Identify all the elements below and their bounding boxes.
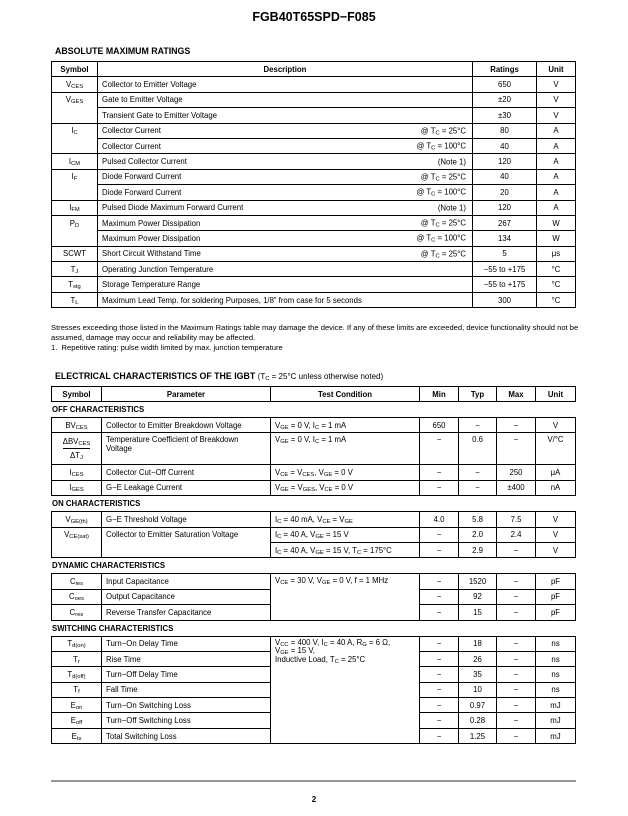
symbol-cell: $\frac{\Delta BV_{CES}}{\Delta T_J}$ <box>52 433 102 465</box>
symbol-cell: $T_{stg}$ <box>52 277 98 292</box>
table-row <box>52 215 576 230</box>
table-row <box>52 92 576 107</box>
table-row <box>52 433 576 465</box>
table-row <box>52 465 576 480</box>
description-text: Pulsed Collector Current <box>102 157 187 167</box>
symbol-cell: $C_{oes}$ <box>52 589 102 604</box>
table-row <box>52 292 576 307</box>
header-test-condition: Test Condition <box>271 387 420 402</box>
table-row <box>52 200 576 215</box>
description-cell <box>98 123 473 138</box>
symbol-cell: $I_C$ <box>52 123 98 138</box>
max-cell: − <box>497 728 536 743</box>
document-title: FGB40T65SPD−F085 <box>252 10 376 24</box>
min-cell: 4.0 <box>420 512 459 527</box>
parameter-cell: Turn−Off Switching Loss <box>102 713 271 728</box>
parameter-cell: Reverse Transfer Capacitance <box>102 605 271 620</box>
description-text: Maximum Power Dissipation <box>102 218 201 228</box>
min-cell: − <box>420 636 459 651</box>
symbol-cell: $I_{FM}$ <box>52 200 98 215</box>
header-ratings: Ratings <box>473 62 537 77</box>
symbol-cell <box>52 108 98 123</box>
symbol-cell: $C_{res}$ <box>52 605 102 620</box>
max-cell: − <box>497 418 536 433</box>
typ-cell: 35 <box>459 667 497 682</box>
min-cell: 650 <box>420 418 459 433</box>
header-parameter: Parameter <box>102 387 271 402</box>
min-cell: − <box>420 574 459 589</box>
header-min: Min <box>420 387 459 402</box>
rating-cell: 40 <box>473 169 537 184</box>
unit-cell: A <box>537 138 576 153</box>
unit-cell: pF <box>536 574 576 589</box>
unit-cell: °C <box>537 262 576 277</box>
condition-text: @ $T_C = 25^\circ C$ <box>420 126 466 137</box>
description-text: Diode Forward Current <box>102 172 182 182</box>
parameter-cell: Turn−On Switching Loss <box>102 698 271 713</box>
min-cell: − <box>420 728 459 743</box>
max-cell: − <box>497 651 536 666</box>
typ-cell: 0.28 <box>459 713 497 728</box>
rating-cell: 650 <box>473 77 537 92</box>
rating-cell: 40 <box>473 138 537 153</box>
description-cell <box>98 246 473 261</box>
description-text: Pulsed Diode Maximum Forward Current <box>102 203 244 213</box>
symbol-cell: $T_{d(on)}$ <box>52 636 102 651</box>
rating-cell: 20 <box>473 185 537 200</box>
table-row <box>52 138 576 153</box>
electrical-characteristics-table <box>51 386 576 744</box>
unit-cell: V <box>537 108 576 123</box>
condition-cell: $I_C = 40$ A, $V_{GE} = 15$ V <box>271 527 420 542</box>
description-text: Short Circuit Withstand Time <box>102 249 201 259</box>
abs-max-table <box>51 61 576 308</box>
rating-cell: −55 to +175 <box>473 277 537 292</box>
symbol-cell: $P_D$ <box>52 215 98 230</box>
max-cell: − <box>497 636 536 651</box>
description-cell: Gate to Emitter Voltage <box>98 92 473 107</box>
unit-cell: V <box>537 92 576 107</box>
unit-cell: ns <box>536 667 576 682</box>
table-row <box>52 512 576 527</box>
description-cell <box>98 138 473 153</box>
description-cell: Operating Junction Temperature <box>98 262 473 277</box>
unit-cell: A <box>537 185 576 200</box>
unit-cell: pF <box>536 589 576 604</box>
rating-cell: ±30 <box>473 108 537 123</box>
symbol-cell <box>52 138 98 153</box>
unit-cell: pF <box>536 605 576 620</box>
min-cell: − <box>420 480 459 495</box>
min-cell: − <box>420 589 459 604</box>
symbol-cell: $T_L$ <box>52 292 98 307</box>
min-cell: − <box>420 713 459 728</box>
parameter-cell: Input Capacitance <box>102 574 271 589</box>
condition-text: @ $T_C = 100^\circ C$ <box>416 141 466 152</box>
symbol-cell: $V_{GE(th)}$ <box>52 512 102 527</box>
unit-cell: mJ <box>536 713 576 728</box>
symbol-cell: $E_{off}$ <box>52 713 102 728</box>
symbol-cell: $E_{ts}$ <box>52 728 102 743</box>
switching-characteristics-heading: SWITCHING CHARACTERISTICS <box>52 620 576 636</box>
rating-cell: 120 <box>473 154 537 169</box>
min-cell: − <box>420 542 459 557</box>
symbol-cell: SCWT <box>52 246 98 261</box>
table-row <box>52 231 576 246</box>
typ-cell: 1520 <box>459 574 497 589</box>
parameter-cell: Collector to Emitter Breakdown Voltage <box>102 418 271 433</box>
unit-cell: mJ <box>536 728 576 743</box>
description-cell <box>98 231 473 246</box>
condition-cell: $V_{CE} = V_{CES}$, $V_{GE} = 0$ V <box>271 465 420 480</box>
typ-cell: 26 <box>459 651 497 666</box>
condition-cell: $I_C = 40$ A, $V_{GE} = 15$ V, $T_C = 175^\circ C$ <box>271 542 420 557</box>
unit-cell: A <box>537 123 576 138</box>
max-cell: − <box>497 698 536 713</box>
description-cell: Maximum Lead Temp. for soldering Purposes, 1/8” from case for 5 seconds <box>98 292 473 307</box>
typ-cell: 92 <box>459 589 497 604</box>
symbol-cell: $BV_{CES}$ <box>52 418 102 433</box>
rating-cell: 300 <box>473 292 537 307</box>
symbol-cell: $E_{on}$ <box>52 698 102 713</box>
condition-text: (Note 1) <box>437 157 466 167</box>
symbol-cell: $T_{d(off)}$ <box>52 667 102 682</box>
off-characteristics-heading: OFF CHARACTERISTICS <box>52 402 576 418</box>
condition-cell: $V_{CE} = 30$ V, $V_{GE} = 0$ V, f = 1 MHz <box>271 574 420 620</box>
typ-cell: 2.9 <box>459 542 497 557</box>
unit-cell: °C <box>537 292 576 307</box>
symbol-cell: $I_{CES}$ <box>52 465 102 480</box>
typ-cell: − <box>459 465 497 480</box>
table-row <box>52 418 576 433</box>
max-cell: − <box>497 574 536 589</box>
symbol-cell: $V_{CES}$ <box>52 77 98 92</box>
typ-cell: 10 <box>459 682 497 697</box>
table-row <box>52 480 576 495</box>
typ-cell: 5.8 <box>459 512 497 527</box>
condition-text: @ $T_C = 25^\circ C$ <box>420 172 466 183</box>
typ-cell: 18 <box>459 636 497 651</box>
parameter-cell: Fall Time <box>102 682 271 697</box>
rating-cell: −55 to +175 <box>473 262 537 277</box>
footer-divider <box>51 780 576 782</box>
min-cell: − <box>420 667 459 682</box>
abs-max-section-title: ABSOLUTE MAXIMUM RATINGS <box>55 46 191 56</box>
ratings-notes <box>51 323 581 353</box>
parameter-cell: Turn−On Delay Time <box>102 636 271 651</box>
condition-text: @ $T_C = 100^\circ C$ <box>416 187 466 198</box>
max-cell: − <box>497 433 536 465</box>
symbol-cell: $I_{CM}$ <box>52 154 98 169</box>
unit-cell: mJ <box>536 698 576 713</box>
description-text: Maximum Power Dissipation <box>102 233 201 243</box>
max-cell: 7.5 <box>497 512 536 527</box>
unit-cell: nA <box>536 480 576 495</box>
parameter-cell: Rise Time <box>102 651 271 666</box>
description-cell: Storage Temperature Range <box>98 277 473 292</box>
unit-cell: ns <box>536 651 576 666</box>
table-row <box>52 527 576 542</box>
symbol-cell: $T_f$ <box>52 682 102 697</box>
header-symbol: Symbol <box>52 62 98 77</box>
typ-cell: 0.6 <box>459 433 497 465</box>
condition-text: @ $T_C = 25^\circ C$ <box>420 218 466 229</box>
condition-cell: $V_{GE} = 0$ V, $I_C = 1$ mA <box>271 418 420 433</box>
max-cell: 250 <box>497 465 536 480</box>
max-cell: 2.4 <box>497 527 536 542</box>
condition-cell: $I_C = 40$ mA, $V_{CE} = V_{GE}$ <box>271 512 420 527</box>
symbol-cell <box>52 231 98 246</box>
symbol-cell <box>52 185 98 200</box>
table-row <box>52 277 576 292</box>
unit-cell: A <box>537 200 576 215</box>
unit-cell: V <box>536 527 576 542</box>
parameter-cell: G−E Threshold Voltage <box>102 512 271 527</box>
description-cell <box>98 200 473 215</box>
unit-cell: W <box>537 231 576 246</box>
description-text: Diode Forward Current <box>102 187 182 197</box>
on-characteristics-heading: ON CHARACTERISTICS <box>52 496 576 512</box>
unit-cell: W <box>537 215 576 230</box>
unit-cell: ns <box>536 682 576 697</box>
description-cell <box>98 154 473 169</box>
table-row <box>52 574 576 589</box>
table-row <box>52 123 576 138</box>
min-cell: − <box>420 698 459 713</box>
typ-cell: 0.97 <box>459 698 497 713</box>
header-typ: Typ <box>459 387 497 402</box>
table-row <box>52 636 576 651</box>
min-cell: − <box>420 605 459 620</box>
description-cell: Transient Gate to Emitter Voltage <box>98 108 473 123</box>
symbol-cell: $I_{GES}$ <box>52 480 102 495</box>
parameter-cell: Turn−Off Delay Time <box>102 667 271 682</box>
header-symbol: Symbol <box>52 387 102 402</box>
unit-cell: V/°C <box>536 433 576 465</box>
condition-cell: $V_{GE} = 0$ V, $I_C = 1$ mA <box>271 433 420 465</box>
symbol-cell: $T_J$ <box>52 262 98 277</box>
symbol-cell: $T_r$ <box>52 651 102 666</box>
table-row <box>52 154 576 169</box>
parameter-cell: Collector Cut−Off Current <box>102 465 271 480</box>
symbol-cell: $V_{CE(sat)}$ <box>52 527 102 558</box>
parameter-cell: Collector to Emitter Saturation Voltage <box>102 527 271 558</box>
condition-cell: $V_{CC} = 400$ V, $I_C = 40$ A, $R_G = 6$ Ω, $V_{GE} = 15$ V, Inductive Load, $T_C = 25^\circ C$ <box>271 636 420 744</box>
header-unit: Unit <box>536 387 576 402</box>
min-cell: − <box>420 682 459 697</box>
condition-cell: $V_{GE} = V_{GES}$, $V_{CE} = 0$ V <box>271 480 420 495</box>
symbol-cell: $V_{GES}$ <box>52 92 98 107</box>
description-text: Collector Current <box>102 126 161 136</box>
rating-cell: 120 <box>473 200 537 215</box>
dynamic-characteristics-heading: DYNAMIC CHARACTERISTICS <box>52 558 576 574</box>
table-row <box>52 185 576 200</box>
parameter-cell: Output Capacitance <box>102 589 271 604</box>
header-unit: Unit <box>537 62 576 77</box>
rating-cell: 5 <box>473 246 537 261</box>
description-cell <box>98 169 473 184</box>
condition-text: @ $T_C = 100^\circ C$ <box>416 233 466 244</box>
parameter-cell: G−E Leakage Current <box>102 480 271 495</box>
max-cell: − <box>497 589 536 604</box>
typ-cell: 15 <box>459 605 497 620</box>
rating-cell: 267 <box>473 215 537 230</box>
unit-cell: A <box>537 154 576 169</box>
typ-cell: − <box>459 418 497 433</box>
rating-cell: 134 <box>473 231 537 246</box>
unit-cell: °C <box>537 277 576 292</box>
max-cell: − <box>497 667 536 682</box>
max-cell: − <box>497 682 536 697</box>
table-row <box>52 108 576 123</box>
max-cell: − <box>497 713 536 728</box>
table-row <box>52 77 576 92</box>
unit-cell: μA <box>536 465 576 480</box>
rating-cell: 80 <box>473 123 537 138</box>
typ-cell: − <box>459 480 497 495</box>
header-max: Max <box>497 387 536 402</box>
unit-cell: V <box>536 542 576 557</box>
table-row <box>52 169 576 184</box>
unit-cell: V <box>537 77 576 92</box>
description-text: Collector Current <box>102 141 161 151</box>
condition-text: @ $T_C = 25^\circ C$ <box>420 249 466 260</box>
unit-cell: ns <box>536 636 576 651</box>
unit-cell: μs <box>537 246 576 261</box>
min-cell: − <box>420 527 459 542</box>
unit-cell: V <box>536 418 576 433</box>
typ-cell: 1.25 <box>459 728 497 743</box>
parameter-cell: Total Switching Loss <box>102 728 271 743</box>
elec-section-title: ELECTRICAL CHARACTERISTICS OF THE IGBT ($T_C = 25^\circ C$ unless otherwise noted) <box>55 371 384 382</box>
description-cell <box>98 185 473 200</box>
parameter-cell: Temperature Coefficient of Breakdown Voltage <box>102 433 271 465</box>
stress-note: Stresses exceeding those listed in the Maximum Ratings table may damage the device. If any of these limits are exceeded, device functionality should not be assumed, damage may occur and reliability may be affected. <box>51 323 579 342</box>
description-cell <box>98 215 473 230</box>
table-row <box>52 246 576 261</box>
footnote-1: 1. Repetitive rating: pulse width limited by max. junction temperature <box>51 343 283 352</box>
header-description: Description <box>98 62 473 77</box>
unit-cell: V <box>536 512 576 527</box>
typ-cell: 2.0 <box>459 527 497 542</box>
table-row <box>52 262 576 277</box>
description-cell: Collector to Emitter Voltage <box>98 77 473 92</box>
min-cell: − <box>420 433 459 465</box>
symbol-cell: $C_{ies}$ <box>52 574 102 589</box>
min-cell: − <box>420 651 459 666</box>
max-cell: − <box>497 542 536 557</box>
rating-cell: ±20 <box>473 92 537 107</box>
max-cell: ±400 <box>497 480 536 495</box>
min-cell: − <box>420 465 459 480</box>
symbol-cell: $I_F$ <box>52 169 98 184</box>
max-cell: − <box>497 605 536 620</box>
page-number: 2 <box>311 795 317 804</box>
unit-cell: A <box>537 169 576 184</box>
condition-text: (Note 1) <box>437 203 466 213</box>
